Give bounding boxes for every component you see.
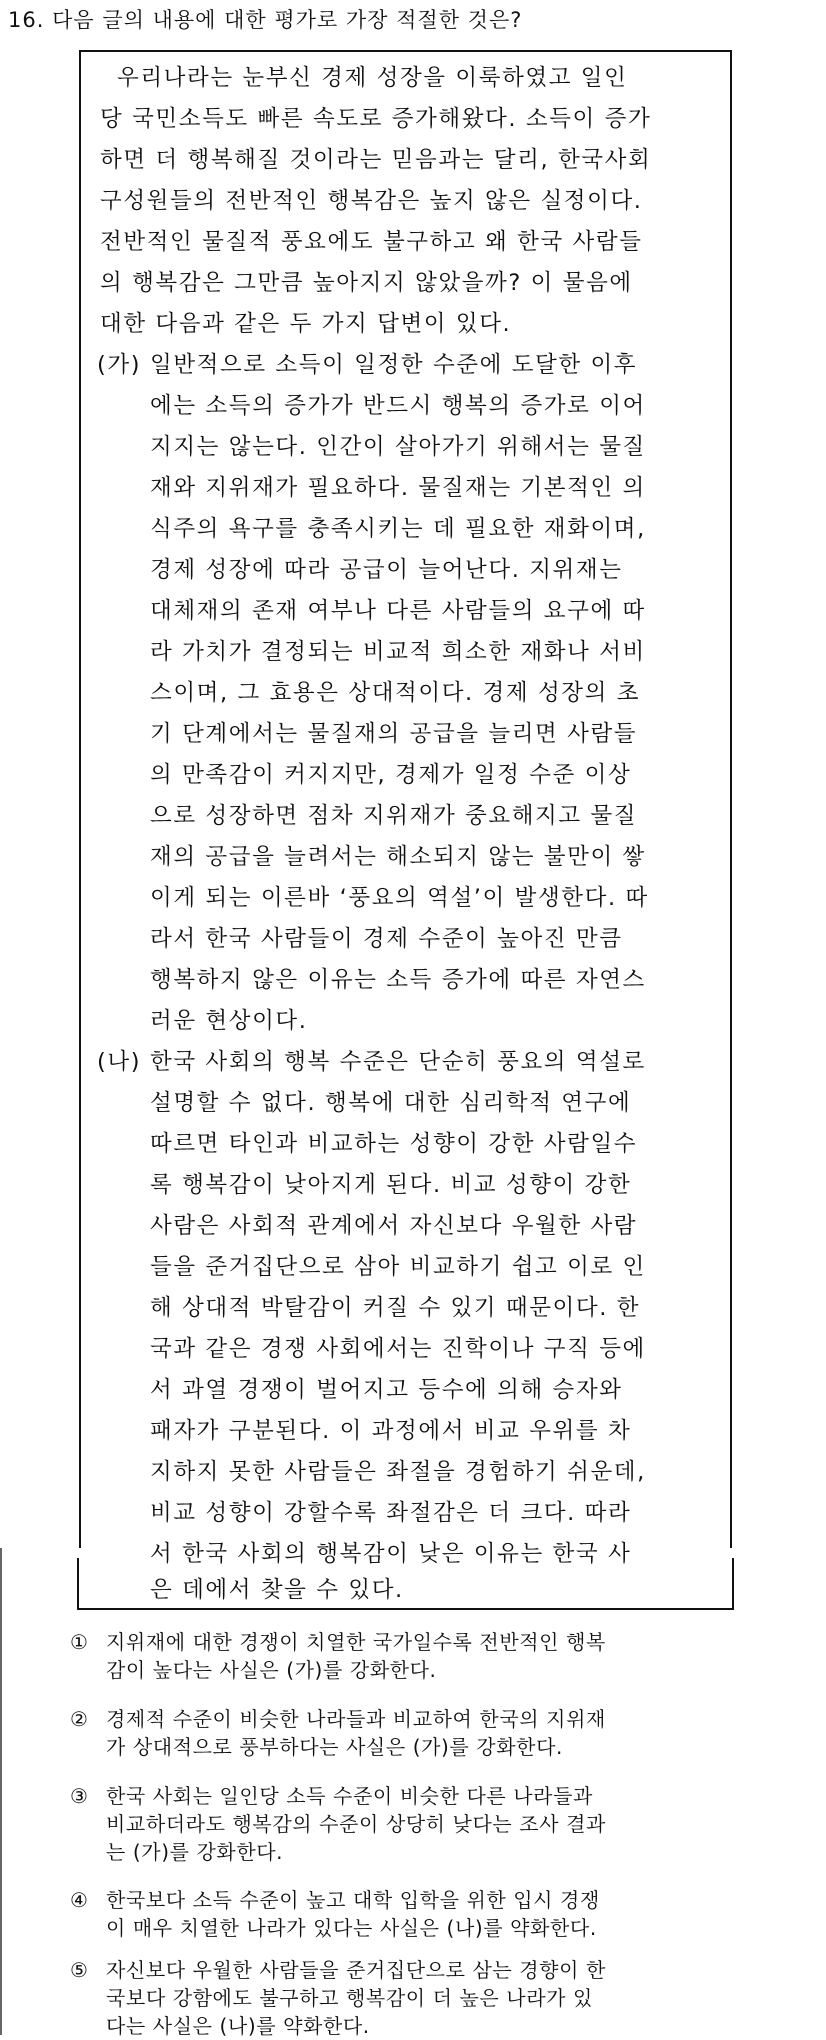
passage-line: 일반적으로 소득이 일정한 수준에 도달한 이후 bbox=[150, 352, 638, 378]
choice-number: ⑤ bbox=[70, 1958, 89, 1982]
passage-line: 대한 다음과 같은 두 가지 답변이 있다. bbox=[100, 311, 512, 337]
passage-line: 록 행복감이 낮아지게 된다. 비교 성향이 강한 bbox=[150, 1172, 632, 1198]
passage-line: 라 가치가 결정되는 비교적 희소한 재화나 서비 bbox=[150, 639, 646, 665]
passage-line: 우리나라는 눈부신 경제 성장을 이룩하였고 일인 bbox=[117, 65, 628, 91]
passage-line: 하면 더 행복해질 것이라는 믿음과는 달리, 한국사회 bbox=[100, 147, 652, 173]
passage-line: 사람은 사회적 관계에서 자신보다 우월한 사람 bbox=[150, 1213, 638, 1239]
choice-text: 경제적 수준이 비슷한 나라들과 비교하여 한국의 지위재 bbox=[106, 1707, 606, 1731]
passage-line: 서 과열 경쟁이 벌어지고 등수에 의해 승자와 bbox=[150, 1377, 623, 1403]
passage-line: 라서 한국 사람들이 경제 수준이 높아진 만큼 bbox=[150, 926, 623, 952]
passage-line: 대체재의 존재 여부나 다른 사람들의 요구에 따 bbox=[150, 598, 646, 624]
passage-line: 지지는 않는다. 인간이 살아가기 위해서는 물질 bbox=[150, 434, 646, 460]
choice-number: ② bbox=[70, 1707, 89, 1731]
choice-number: ④ bbox=[70, 1888, 89, 1912]
passage-line: 의 만족감이 커지지만, 경제가 일정 수준 이상 bbox=[150, 762, 632, 788]
paragraph-label-na: (나) bbox=[97, 1049, 142, 1075]
passage-line: 에는 소득의 증가가 반드시 행복의 증가로 이어 bbox=[150, 393, 646, 419]
choice-number: ① bbox=[70, 1630, 89, 1654]
choice-text: 는 (가)를 강화한다. bbox=[106, 1840, 284, 1864]
passage-line: 으로 성장하면 점차 지위재가 중요해지고 물질 bbox=[150, 803, 638, 829]
passage-line: 패자가 구분된다. 이 과정에서 비교 우위를 차 bbox=[150, 1418, 632, 1444]
passage-line: 경제 성장에 따라 공급이 늘어난다. 지위재는 bbox=[150, 557, 623, 583]
choice-text: 국보다 강함에도 불구하고 행복감이 더 높은 나라가 있 bbox=[106, 1986, 593, 2010]
choice-text: 지위재에 대한 경쟁이 치열한 국가일수록 전반적인 행복 bbox=[106, 1630, 606, 1654]
passage-line: 당 국민소득도 빠른 속도로 증가해왔다. 소득이 증가 bbox=[100, 106, 652, 132]
passage-line: 재의 공급을 늘려서는 해소되지 않는 불만이 쌓 bbox=[150, 844, 646, 870]
choice-text: 한국 사회는 일인당 소득 수준이 비슷한 다른 나라들과 bbox=[106, 1784, 593, 1808]
choice-text: 자신보다 우월한 사람들을 준거집단으로 삼는 경향이 한 bbox=[106, 1958, 606, 1982]
passage-line: 행복하지 않은 이유는 소득 증가에 따른 자연스 bbox=[150, 967, 646, 993]
passage-line: 들을 준거집단으로 삼아 비교하기 쉽고 이로 인 bbox=[150, 1254, 646, 1280]
passage-line: 구성원들의 전반적인 행복감은 높지 않은 실정이다. bbox=[100, 188, 643, 214]
passage-line: 식주의 욕구를 충족시키는 데 필요한 재화이며, bbox=[150, 516, 646, 542]
passage-line: 러운 현상이다. bbox=[150, 1008, 308, 1034]
question-title: 16. 다음 글의 내용에 대한 평가로 가장 적절한 것은? bbox=[8, 8, 523, 32]
passage-line: 재와 지위재가 필요하다. 물질재는 기본적인 의 bbox=[150, 475, 646, 501]
passage-line: 지하지 못한 사람들은 좌절을 경험하기 쉬운데, bbox=[150, 1459, 646, 1485]
passage-line: 설명할 수 없다. 행복에 대한 심리학적 연구에 bbox=[150, 1090, 632, 1116]
choice-text: 비교하더라도 행복감의 수준이 상당히 낮다는 조사 결과 bbox=[106, 1812, 606, 1836]
passage-line: 해 상대적 박탈감이 커질 수 있기 때문이다. 한 bbox=[150, 1295, 641, 1321]
choice-text: 이 매우 치열한 나라가 있다는 사실은 (나)를 약화한다. bbox=[106, 1916, 597, 1940]
passage-line: 전반적인 물질적 풍요에도 불구하고 왜 한국 사람들 bbox=[100, 229, 643, 255]
passage-line: 기 단계에서는 물질재의 공급을 늘리면 사람들 bbox=[150, 721, 638, 747]
passage-line: 은 데에서 찾을 수 있다. bbox=[150, 1577, 404, 1603]
passage-line: 스이며, 그 효용은 상대적이다. 경제 성장의 초 bbox=[150, 680, 641, 706]
passage-line: 서 한국 사회의 행복감이 낮은 이유는 한국 사 bbox=[150, 1541, 632, 1567]
choice-text: 가 상대적으로 풍부하다는 사실은 (가)를 강화한다. bbox=[106, 1735, 563, 1759]
passage-line: 비교 성향이 강할수록 좌절감은 더 크다. 따라 bbox=[150, 1500, 632, 1526]
column-divider bbox=[0, 1548, 2, 2035]
choice-number: ③ bbox=[70, 1784, 89, 1808]
passage-line: 이게 되는 이른바 ‘풍요의 역설’이 발생한다. 따 bbox=[150, 885, 649, 911]
passage-line: 따르면 타인과 비교하는 성향이 강한 사람일수 bbox=[150, 1131, 638, 1157]
choice-text: 한국보다 소득 수준이 높고 대학 입학을 위한 입시 경쟁 bbox=[106, 1888, 600, 1912]
paragraph-label-ga: (가) bbox=[97, 352, 142, 378]
passage-line: 의 행복감은 그만큼 높아지지 않았을까? 이 물음에 bbox=[100, 270, 633, 296]
choice-text: 다는 사실은 (나)를 약화한다. bbox=[106, 2014, 370, 2038]
choice-text: 감이 높다는 사실은 (가)를 강화한다. bbox=[106, 1658, 437, 1682]
passage-line: 국과 같은 경쟁 사회에서는 진학이나 구직 등에 bbox=[150, 1336, 646, 1362]
passage-line: 한국 사회의 행복 수준은 단순히 풍요의 역설로 bbox=[150, 1049, 646, 1075]
